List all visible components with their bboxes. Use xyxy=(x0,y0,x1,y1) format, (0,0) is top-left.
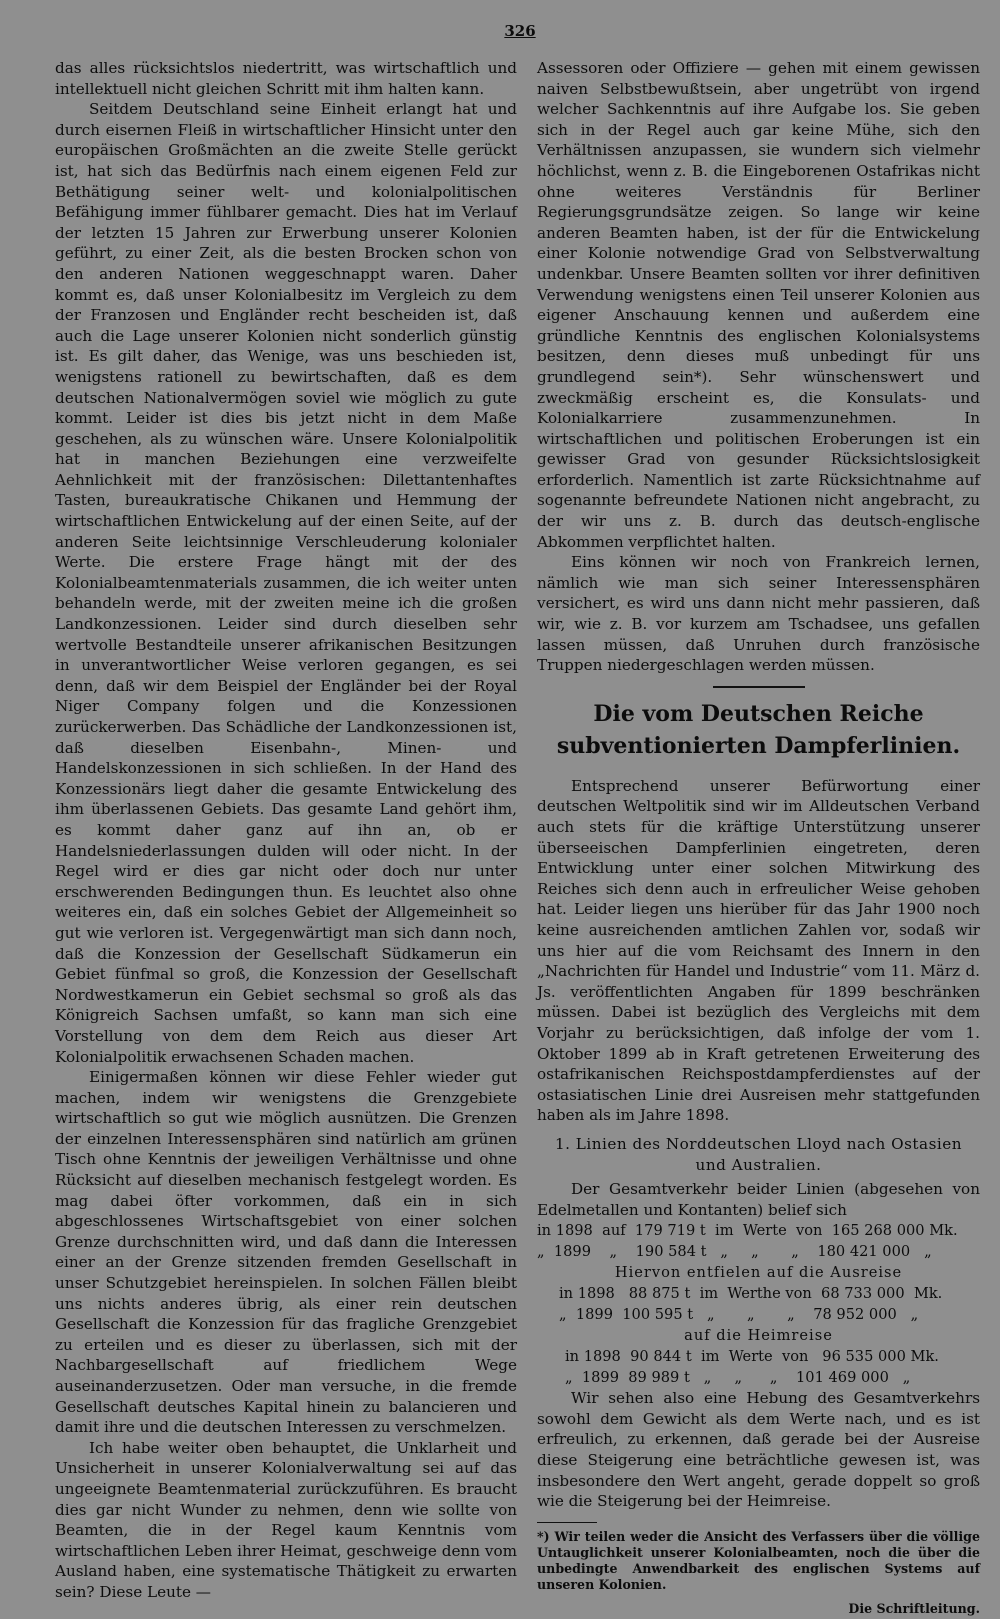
stats-row: „ 1899 100 595 t „ „ „ 78 952 000 „ xyxy=(559,1306,919,1324)
footnote-rule xyxy=(537,1522,597,1523)
return-heading: auf die Heimreise xyxy=(684,1327,833,1345)
outbound-heading: Hiervon entfielen auf die Ausreise xyxy=(614,1264,903,1282)
section-heading: 1. Linien des Norddeutschen Lloyd nach Ostasien und Australien. xyxy=(554,1134,962,1174)
right-column xyxy=(537,58,980,1619)
page-number: 326 xyxy=(504,22,536,40)
footnote-signature: Die Schriftleitung. xyxy=(848,1600,980,1616)
paragraph: Ich habe weiter oben behauptet, die Unklarheit und Unsicherheit in unserer Kolonialverwaltung sei auf das ungeeignete Beamtenmaterial zurückzuführen. Es braucht dies gar nicht Wunder zu nehmen, denn wie sollte von Beamten, die in der Regel kaum Kenntnis vom wirtschaftlichen Leben ihrer Heimat, geschweige denn vom Ausland haben, eine systematische Thätigkeit zu erwarten sein? Diese Leute — xyxy=(55,1438,517,1601)
paragraph: das alles rücksichtslos niedertritt, was wirtschaftlich und intellektuell nicht gleichen Schritt mit ihm halten kann. xyxy=(55,59,517,98)
article-title: Die vom Deutschen Reiche subventionierten Dampferlinien. xyxy=(556,700,961,759)
stats-row: „ 1899 89 989 t „ „ „ 101 469 000 „ xyxy=(565,1369,911,1387)
footnote: *) Wir teilen weder die Ansicht des Verfassers über die völlige Untauglichkeit unserer Kolonialbeamten, noch die über die unbedingte Anwendbarkeit des englischen Systems auf unseren Kolonien. xyxy=(537,1528,980,1592)
paragraph: Einigermaßen können wir diese Fehler wieder gut machen, indem wir wenigstens die Grenzgebiete wirtschaftlich so gut wie möglich ausnützen. Die Grenzen der einzelnen Interessensphären sind natürlich am grünen Tisch ohne Kenntnis der jeweiligen Verhältnisse und ohne Rücksicht auf dieselben mechanisch festgelegt worden. Es mag dabei öfter vorkommen, daß ein in sich abgeschlossenes Wirtschaftsgebiet von einer solchen Grenze durchschnitten wird, und daß dann die Interessen einer an der Grenze sitzenden fremden Gesellschaft in unser Schutzgebiet hereinspielen. In solchen Fällen bleibt uns nichts anderes übrig, als einer rein deutschen Gesellschaft die Konzession für das fragliche Grenzgebiet zu erteilen und es dieser zu überlassen, sich mit der Nachbargesellschaft auf friedlichem Wege auseinanderzusetzen. Oder man versuche, in die fremde Gesellschaft deutsches Kapital hinein zu balancieren und damit ihre und die deutschen Interessen zu verschmelzen. xyxy=(55,1068,517,1437)
paragraph: Seitdem Deutschland seine Einheit erlangt hat und durch eisernen Fleiß in wirtschaftlicher Hinsicht unter den europäischen Großmächten an die zweite Stelle gerückt ist, hat sich das Bedürfnis nach einem eigenen Feld zur Bethätigung seiner welt- und kolonialpolitischen Befähigung immer fühlbarer gemacht. Dies hat im Verlauf der letzten 15 Jahren zur Erwerbung unserer Kolonien geführt, zu einer Zeit, als die besten Brocken schon von den anderen Nationen weggeschnappt waren. Daher kommt es, daß unser Kolonialbesitz im Vergleich zu dem der Franzosen und Engländer recht bescheiden ist, daß auch die Lage unserer Kolonien nicht sonderlich günstig ist. Es gilt daher, das Wenige, was uns beschieden ist, wenigstens rationell zu bewirtschaften, daß es dem deutschen Nationalvermögen soviel wie möglich zu gute kommt. Leider ist dies bis jetzt nicht in dem Maße geschehen, als zu wünschen wäre. Unsere Kolonialpolitik hat in manchen Beziehungen eine verzweifelte Aehnlichkeit mit der französischen: Dilettantenhaftes Tasten, bureaukratische Chikanen und Hemmung der wirtschaftlichen Entwickelung auf der einen Seite, auf der anderen Seite leichtsinnige Verschleuderung kolonialer Werte. Die erstere Frage hängt mit der des Kolonialbeamtenmaterials zusammen, die ich weiter unten behandeln werde, mit der zweiten meine ich die großen Landkonzessionen. Leider sind durch dieselben sehr wertvolle Bestandteile unserer afrikanischen Besitzungen in unverantwortlicher Weise verloren gegangen, es sei denn, daß wir dem Beispiel der Engländer bei der Royal Niger Company folgen und die Konzessionen zurückerwerben. Das Schädliche der Landkonzessionen ist, daß dieselben Eisenbahn-, Minen- und Handelskonzessionen in sich schließen. In der Hand des Konzessionärs liegt daher die gesamte Entwickelung des ihm überlassenen Gebiets. Das gesamte Land gehört ihm, es kommt daher ganz auf ihn an, ob er Handelsniederlassungen dulden will oder nicht. In der Regel wird er dies gar nicht oder doch nur unter erschwerenden Bedingungen thun. Es leuchtet also ohne weiteres ein, daß ein solches Gebiet der Allgemeinheit so gut wie verloren ist. Vergegenwärtigt man sich dann noch, daß die Konzession der Gesellschaft Südkamerun ein Gebiet fünfmal so groß, die Konzession der Gesellschaft Nordwestkamerun ein Gebiet sechsmal so groß als das Königreich Sachsen umfaßt, so kann man sich eine Vorstellung von dem dem Reich aus dieser Art Kolonialpolitik erwachsenen Schaden machen. xyxy=(55,100,517,1066)
stats-row: in 1898 90 844 t im Werte von 96 535 000 Mk. xyxy=(565,1348,939,1366)
paragraph: Eins können wir noch von Frankreich lernen, nämlich wie man sich seiner Interessensphären versichert, es wird uns dann nicht mehr passieren, daß wir, wie z. B. vor kurzem am Tschadsee, uns gefallen lassen müssen, daß Unruhen durch französische Truppen niedergeschlagen werden müssen. xyxy=(537,553,980,675)
paragraph: Assessoren oder Offiziere — gehen mit einem gewissen naiven Selbstbewußtsein, aber ungetrübt von irgend welcher Sachkenntnis auf ihre Aufgabe los. Sie geben sich in der Regel auch gar keine Mühe, sich den Verhältnissen anzupassen, sie wundern sich vielmehr höchlichst, wenn z. B. die Eingeborenen Ostafrikas nicht ohne weiteres Verständnis für Berliner Regierungsgrundsätze zeigen. So lange wir keine anderen Beamten haben, ist der für die Entwickelung einer Kolonie notwendige Grad von Selbstverwaltung undenkbar. Unsere Beamten sollten vor ihrer definitiven Verwendung wenigstens einen Teil unserer Kolonien aus eigener Anschauung kennen und außerdem eine gründliche Kenntnis des englischen Kolonialsystems besitzen, denn dieses muß unbedingt für uns grundlegend sein*). Sehr wünschenswert und zweckmäßig erscheint es, die Konsulats- und Kolonialkarriere zusammenzunehmen. In wirtschaftlichen und politischen Eroberungen ist ein gewisser Grad von gesunder Rücksichtslosigkeit erforderlich. Namentlich ist zarte Rücksichtnahme auf sogenannte befreundete Nationen nicht angebracht, zu der wir uns z. B. durch das deutsch-englische Abkommen verpflichtet halten. xyxy=(537,59,980,551)
total-traffic-stats xyxy=(537,1220,980,1388)
article-closing: Wir sehen also eine Hebung des Gesamtverkehrs sowohl dem Gewicht als dem Werte nach, und es ist erfreulich, zu erkennen, daß gerade bei der Ausreise diese Steigerung eine beträchtliche gewesen ist, was insbesondere den Wert angeht, gerade doppelt so groß wie die Steigerung bei der Heimreise. xyxy=(537,1389,980,1511)
stats-row: in 1898 88 875 t im Werthe von 68 733 000 Mk. xyxy=(559,1285,943,1303)
article-intro: Entsprechend unserer Befürwortung einer deutschen Weltpolitik sind wir im Alldeutschen Verband auch stets für die kräftige Unterstützung unserer überseeischen Dampferlinien eingetreten, deren Entwicklung unter einer solchen Mitwirkung des Reiches sich denn auch in erfreulicher Weise gehoben hat. Leider liegen uns hierüber für das Jahr 1900 noch keine ausreichenden amtlichen Zahlen vor, sodaß wir uns hier auf die vom Reichsamt des Innern in den „Nachrichten für Handel und Industrie“ vom 11. März d. Js. veröffentlichten Angaben für 1899 beschränken müssen. Dabei ist bezüglich des Vergleichs mit dem Vorjahr zu berücksichtigen, daß infolge der vom 1. Oktober 1899 ab in Kraft getretenen Erweiterung des ostafrikanischen Reichspostdampferdienstes auf der ostasiatischen Linie drei Ausreisen mehr stattgefunden haben als im Jahre 1898. xyxy=(537,776,980,1125)
section-divider xyxy=(713,686,805,688)
stats-row: in 1898 auf 179 719 t im Werte von 165 268 000 Mk. xyxy=(537,1222,958,1240)
stats-row: „ 1899 „ 190 584 t „ „ „ 180 421 000 „ xyxy=(537,1243,932,1261)
left-column xyxy=(55,58,517,1603)
section-intro: Der Gesamtverkehr beider Linien (abgesehen von Edelmetallen und Kontanten) belief sich xyxy=(537,1180,980,1219)
